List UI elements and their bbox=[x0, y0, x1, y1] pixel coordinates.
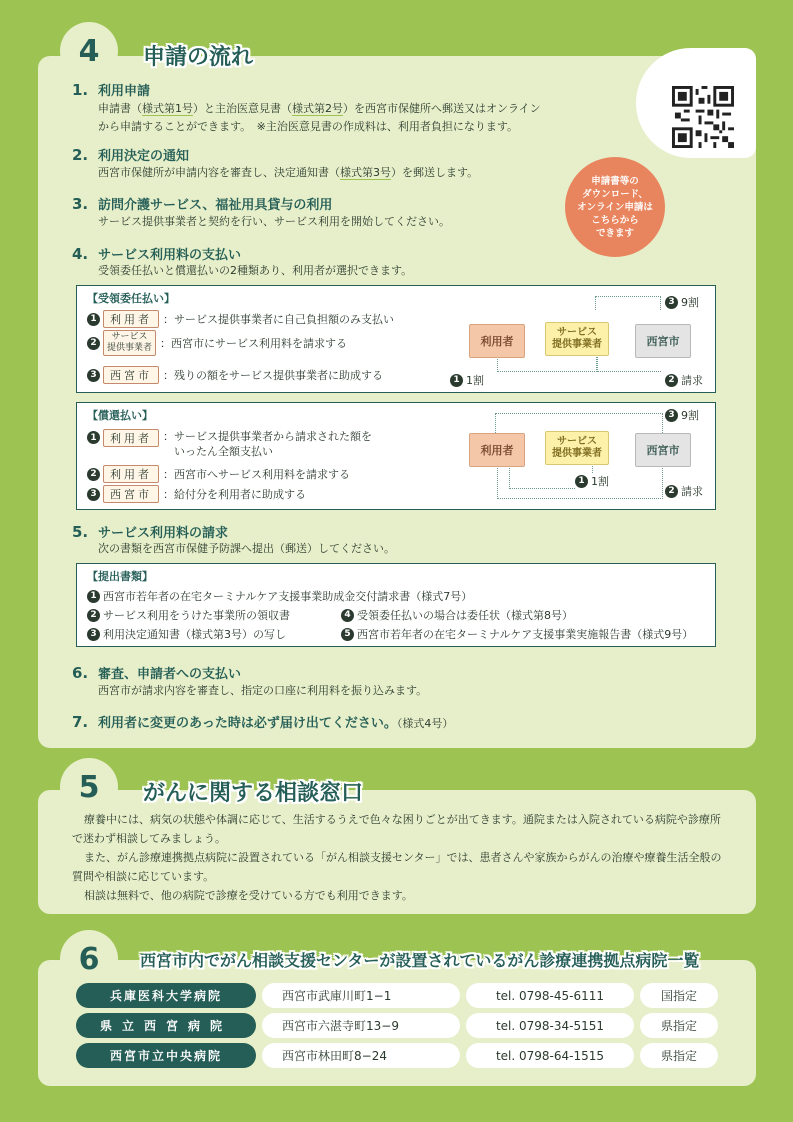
section-4-number: 4 bbox=[60, 22, 118, 80]
role-tag: 利用者 bbox=[103, 310, 159, 328]
box-row bbox=[87, 330, 347, 356]
step-5-body: 次の書類を西宮市保健予防課へ提出（郵送）してください。 bbox=[98, 542, 395, 555]
doc-item bbox=[341, 607, 573, 623]
box-title: 【償還払い】 bbox=[87, 409, 153, 422]
consult-paragraph: 相談は無料で、他の病院で診療を受けている方でも利用できます。 bbox=[84, 889, 413, 902]
qr-code-icon[interactable] bbox=[672, 86, 734, 148]
hospital-phone[interactable]: tel. 0798-34-5151 bbox=[466, 1013, 634, 1038]
flow-label-1 bbox=[450, 372, 484, 388]
step-4-body: 受領委任払いと償還払いの2種類あり、利用者が選択できます。 bbox=[98, 264, 413, 277]
box-row bbox=[87, 366, 383, 384]
step-title: 利用者に変更のあった時は必ず届け出てください。 bbox=[98, 716, 397, 731]
text: 西宮市保健所が申請内容を審査し、決定通知書（ bbox=[98, 166, 340, 179]
step-2-body bbox=[98, 164, 478, 182]
box-juryo-inin bbox=[76, 285, 716, 393]
num-badge: 2 bbox=[87, 609, 100, 622]
flow-node-user: 利用者 bbox=[469, 324, 525, 358]
step-4-heading bbox=[72, 244, 241, 263]
hospital-designation: 県指定 bbox=[640, 1013, 718, 1038]
step-1-body bbox=[98, 100, 541, 136]
qr-note-line: オンライン申請は bbox=[577, 201, 653, 213]
num-badge: 1 bbox=[87, 590, 100, 603]
step-number: 7. bbox=[72, 713, 89, 731]
doc-text: 受領委任払いの場合は委任状（様式第8号） bbox=[357, 609, 573, 622]
num-badge: 4 bbox=[341, 609, 354, 622]
step-title: 審査、申請者への支払い bbox=[98, 667, 242, 682]
num-badge: 1 bbox=[87, 313, 100, 326]
step-3-heading bbox=[72, 194, 332, 213]
step-number: 4. bbox=[72, 245, 89, 263]
node-line: サービス bbox=[557, 327, 597, 338]
flow-text: 1割 bbox=[591, 475, 609, 488]
flow-text: 請求 bbox=[681, 374, 703, 387]
row-text bbox=[163, 429, 372, 459]
step-6-body: 西宮市が請求内容を審査し、指定の口座に利用料を振り込みます。 bbox=[98, 684, 428, 697]
section-5-number: 5 bbox=[60, 758, 118, 816]
doc-item bbox=[341, 626, 693, 642]
flow-node-city: 西宮市 bbox=[635, 433, 691, 467]
box-title: 【提出書類】 bbox=[87, 570, 153, 583]
section-4-title: 申請の流れ bbox=[143, 45, 254, 70]
hospital-address: 西宮市林田町8−24 bbox=[262, 1043, 460, 1068]
step-7-heading bbox=[72, 712, 453, 731]
text: から申請することができます。 ※主治医意見書の作成料は、利用者負担になります。 bbox=[98, 120, 518, 133]
text: ）を西宮市保健所へ郵送又はオンライン bbox=[343, 102, 541, 115]
num-badge: 3 bbox=[87, 628, 100, 641]
form-ref: 様式第3号 bbox=[340, 166, 391, 179]
role-tag: 利用者 bbox=[103, 429, 159, 447]
flow-text: 9割 bbox=[681, 409, 699, 422]
num-badge: 3 bbox=[665, 409, 678, 422]
num-badge: 1 bbox=[575, 475, 588, 488]
step-title: 訪問介護サービス、福祉用具貸与の利用 bbox=[98, 198, 333, 213]
section-6-number: 6 bbox=[60, 930, 118, 988]
consult-paragraph: また、がん診療連携拠点病院に設置されている「がん相談支援センター」では、患者さんや家族からがんの治療や療養生活全般の質問や相談に応じています。 bbox=[72, 851, 722, 883]
section-5-title: がんに関する相談窓口 bbox=[143, 781, 364, 806]
text: ）と主治医意見書（ bbox=[193, 102, 292, 115]
step-number: 1. bbox=[72, 81, 89, 99]
row-text: ：給付分を利用者に助成する bbox=[163, 488, 306, 501]
hospital-name: 県立西宮病院 bbox=[76, 1013, 256, 1038]
doc-text: 西宮市若年者の在宅ターミナルケア支援事業助成金交付請求書（様式7号） bbox=[103, 590, 473, 603]
flow-text: 1割 bbox=[466, 374, 484, 387]
flow-label-2 bbox=[665, 372, 703, 388]
hospital-address: 西宮市武庫川町1−1 bbox=[262, 983, 460, 1008]
doc-item bbox=[87, 626, 286, 642]
hospital-name: 兵庫医科大学病院 bbox=[76, 983, 256, 1008]
step-number: 2. bbox=[72, 146, 89, 164]
doc-item bbox=[87, 588, 472, 604]
tag-line: サービス bbox=[111, 332, 148, 342]
doc-text: 利用決定通知書（様式第3号）の写し bbox=[103, 628, 286, 641]
step-title: 利用申請 bbox=[98, 84, 151, 99]
num-badge: 3 bbox=[87, 488, 100, 501]
num-badge: 2 bbox=[665, 374, 678, 387]
step-title: 利用決定の通知 bbox=[98, 149, 190, 164]
flow-line bbox=[595, 296, 661, 310]
node-line: 提供事業者 bbox=[552, 339, 602, 350]
step-suffix: （様式4号） bbox=[396, 717, 454, 730]
role-tag: 西宮市 bbox=[103, 485, 159, 503]
step-6-heading bbox=[72, 663, 241, 682]
step-title: サービス利用料の請求 bbox=[98, 526, 229, 541]
tag-line: 提供事業者 bbox=[107, 343, 153, 353]
hospital-name: 西宮市立中央病院 bbox=[76, 1043, 256, 1068]
row-text: ：残りの額をサービス提供事業者に助成する bbox=[163, 369, 383, 382]
doc-text: 西宮市若年者の在宅ターミナルケア支援事業実施報告書（様式9号） bbox=[357, 628, 694, 641]
flow-label-3 bbox=[665, 294, 699, 310]
role-tag bbox=[103, 330, 156, 356]
text: ：サービス提供事業者から請求された額を bbox=[163, 430, 372, 443]
flow-label-2 bbox=[665, 483, 703, 499]
flow-node-provider bbox=[545, 322, 609, 356]
num-badge: 5 bbox=[341, 628, 354, 641]
step-3-body: サービス提供事業者と契約を行い、サービス利用を開始してください。 bbox=[98, 215, 450, 228]
flow-label-1 bbox=[575, 473, 609, 489]
node-line: 提供事業者 bbox=[552, 448, 602, 459]
step-number: 6. bbox=[72, 664, 89, 682]
qr-note-circle bbox=[565, 157, 665, 257]
step-2-heading bbox=[72, 145, 189, 164]
doc-item bbox=[87, 607, 290, 623]
flow-text: 9割 bbox=[681, 296, 699, 309]
num-badge: 1 bbox=[450, 374, 463, 387]
step-number: 5. bbox=[72, 523, 89, 541]
box-row bbox=[87, 485, 306, 503]
num-badge: 3 bbox=[665, 296, 678, 309]
flow-line bbox=[495, 413, 663, 433]
box-row bbox=[87, 429, 372, 459]
role-tag: 利用者 bbox=[103, 465, 159, 483]
box-documents bbox=[76, 563, 716, 647]
form-ref: 様式第1号 bbox=[142, 102, 193, 115]
hospital-designation: 国指定 bbox=[640, 983, 718, 1008]
form-ref: 様式第2号 bbox=[292, 102, 343, 115]
step-title: サービス利用料の支払い bbox=[98, 248, 242, 263]
box-row bbox=[87, 310, 394, 328]
step-number: 3. bbox=[72, 195, 89, 213]
num-badge: 3 bbox=[87, 369, 100, 382]
qr-note-line: ダウンロード、 bbox=[582, 188, 648, 200]
flow-text: 請求 bbox=[681, 485, 703, 498]
qr-note-line: できます bbox=[595, 227, 634, 239]
text: ）を郵送します。 bbox=[391, 166, 479, 179]
num-badge: 1 bbox=[87, 431, 100, 444]
row-text: ：西宮市へサービス利用料を請求する bbox=[163, 468, 350, 481]
box-title: 【受領委任払い】 bbox=[87, 292, 175, 305]
hospital-designation: 県指定 bbox=[640, 1043, 718, 1068]
box-shokan bbox=[76, 402, 716, 510]
section-6-title: 西宮市内でがん相談支援センターが設置されているがん診療連携拠点病院一覧 bbox=[140, 951, 700, 970]
step-1-heading bbox=[72, 80, 150, 99]
num-badge: 2 bbox=[87, 337, 100, 350]
flow-label-3 bbox=[665, 407, 699, 423]
num-badge: 2 bbox=[665, 485, 678, 498]
num-badge: 2 bbox=[87, 468, 100, 481]
hospital-address: 西宮市六湛寺町13−9 bbox=[262, 1013, 460, 1038]
consult-paragraph: 療養中には、病気の状態や体調に応じて、生活するうえで色々な困りごとが出てきます。通院または入院されている病院や診療所で迷わず相談してみましょう。 bbox=[72, 813, 721, 845]
flow-node-city: 西宮市 bbox=[635, 324, 691, 358]
qr-note-line: こちらから bbox=[591, 214, 639, 226]
text: いったん全額支払い bbox=[174, 445, 273, 458]
role-tag: 西宮市 bbox=[103, 366, 159, 384]
node-line: サービス bbox=[557, 436, 597, 447]
doc-text: サービス利用をうけた事業所の領収書 bbox=[103, 609, 290, 622]
qr-note-line: 申請書等の bbox=[591, 175, 639, 187]
box-row bbox=[87, 465, 350, 483]
row-text: ：西宮市にサービス利用料を請求する bbox=[160, 337, 348, 350]
text: 申請書（ bbox=[98, 102, 142, 115]
row-text: ：サービス提供事業者に自己負担額のみ支払い bbox=[163, 313, 394, 326]
hospital-phone[interactable]: tel. 0798-45-6111 bbox=[466, 983, 634, 1008]
step-5-heading bbox=[72, 522, 228, 541]
hospital-phone[interactable]: tel. 0798-64-1515 bbox=[466, 1043, 634, 1068]
flow-node-provider bbox=[545, 431, 609, 465]
flow-node-user: 利用者 bbox=[469, 433, 525, 467]
